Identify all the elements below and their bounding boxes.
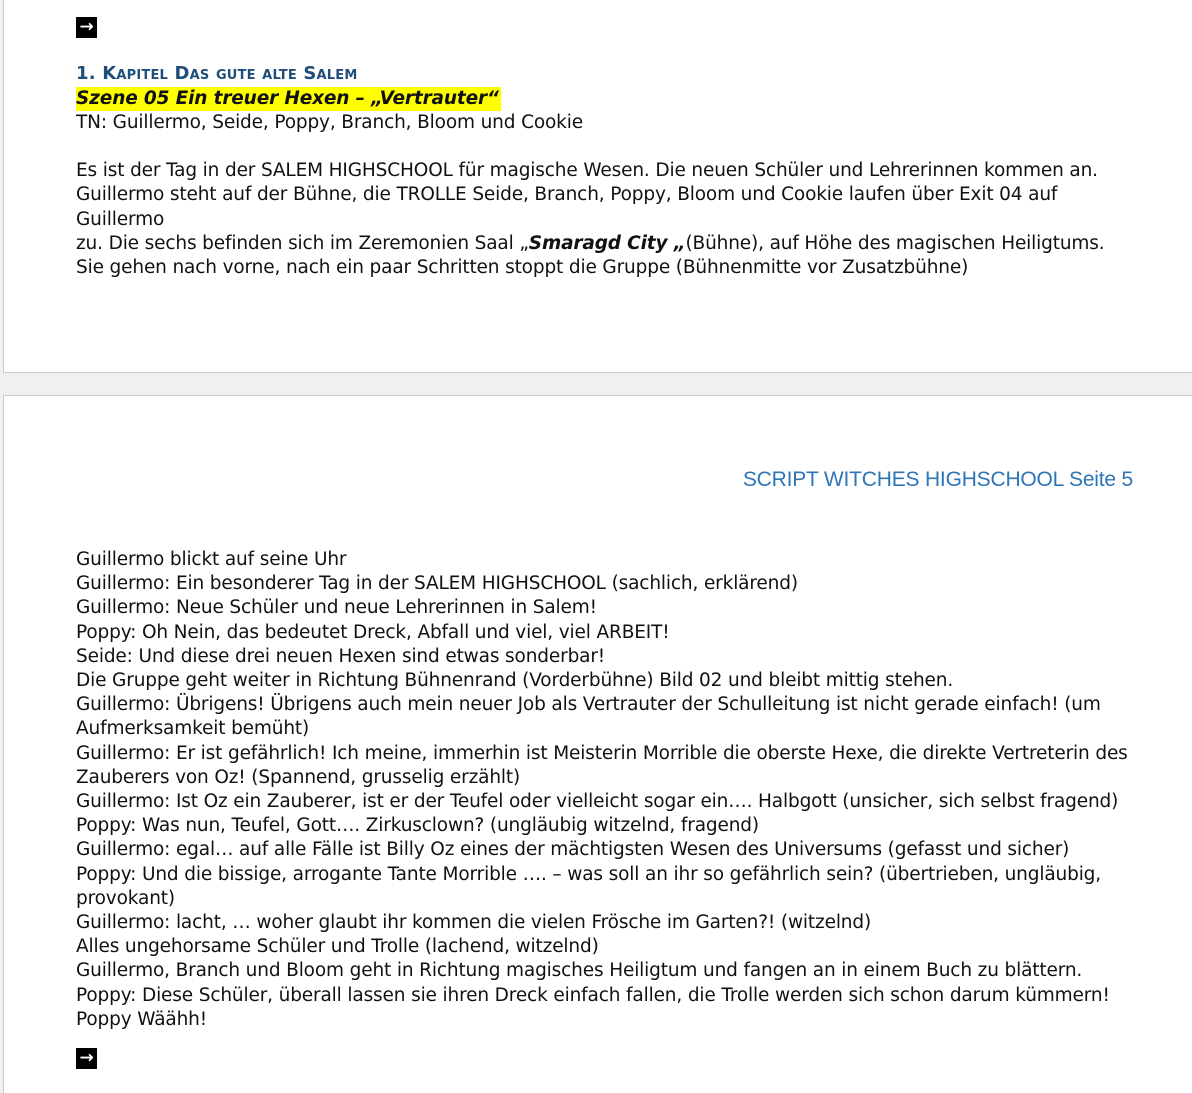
paragraph-line: Es ist der Tag in der SALEM HIGHSCHOOL für magische Wesen. Die neuen Schüler und Lehrerinnen kommen an. xyxy=(76,160,1098,182)
script-line: Die Gruppe geht weiter in Richtung Bühnenrand (Vorderbühne) Bild 02 und bleibt mittig stehen. xyxy=(76,670,954,692)
script-line: Guillermo: Ist Oz ein Zauberer, ist er der Teufel oder vielleicht sogar ein…. Halbgott (unsicher, sich selbst fragend) xyxy=(76,791,1119,813)
document-page-bottom xyxy=(3,395,1192,1093)
script-line: Seide: Und diese drei neuen Hexen sind etwas sonderbar! xyxy=(76,645,606,667)
script-line: Guillermo: Ein besonderer Tag in der SALEM HIGHSCHOOL (sachlich, erklärend) xyxy=(76,573,798,595)
script-line: Guillermo: Neue Schüler und neue Lehrerinnen in Salem! xyxy=(76,597,597,619)
script-line: Guillermo: egal… auf alle Fälle ist Billy Oz eines der mächtigsten Wesen des Universums (gefasst und sicher) xyxy=(76,839,1070,861)
paragraph-line: Sie gehen nach vorne, nach ein paar Schritten stoppt die Gruppe (Bühnenmitte vor Zusatzbühne) xyxy=(76,257,969,278)
script-line: Guillermo: Übrigens! Übrigens auch mein neuer Job als Vertrauter der Schulleitung ist nicht gerade einfach! (um Aufmerksamkeit bemüht) xyxy=(76,694,1101,740)
arrow-right-icon: → xyxy=(76,17,97,38)
chapter-heading: 1. Kapitel Das gute alte Salem xyxy=(76,63,358,85)
scene-title: Szene 05 Ein treuer Hexen – „Vertrauter“ xyxy=(76,87,501,111)
page-top-content xyxy=(76,15,1136,280)
script-line: Guillermo: lacht, … woher glaubt ihr kommen die vielen Frösche im Garten?! (witzelnd) xyxy=(76,912,872,934)
document-page-top xyxy=(3,0,1192,373)
participants-line: TN: Guillermo, Seide, Poppy, Branch, Bloom und Cookie xyxy=(76,111,583,133)
script-line: Poppy: Diese Schüler, überall lassen sie ihren Dreck einfach fallen, die Trolle werden sich schon darum kümmern! xyxy=(76,984,1110,1006)
paragraph-line: zu. Die sechs befinden sich im Zeremonien Saal „Smaragd City „(Bühne), auf Höhe des magischen Heiligtums. xyxy=(76,232,1105,254)
script-line: Poppy: Und die bissige, arrogante Tante Morrible …. – was soll an ihr so gefährlich sein? (übertrieben, ungläubig, provokant) xyxy=(76,863,1102,909)
script-line: Guillermo blickt auf seine Uhr xyxy=(76,549,347,570)
script-line: Poppy: Oh Nein, das bedeutet Dreck, Abfall und viel, viel ARBEIT! xyxy=(76,621,670,643)
page-header: SCRIPT WITCHES HIGHSCHOOL Seite 5 xyxy=(742,468,1133,491)
script-line: Poppy Wäähh! xyxy=(76,1008,207,1030)
script-line: Alles ungehorsame Schüler und Trolle (lachend, witzelnd) xyxy=(76,936,599,958)
script-body xyxy=(76,548,1136,1070)
paragraph-line: Guillermo steht auf der Bühne, die TROLLE Seide, Branch, Poppy, Bloom und Cookie laufen über Exit 04 auf Guillermo xyxy=(76,184,1058,230)
script-line: Poppy: Was nun, Teufel, Gott…. Zirkusclown? (ungläubig witzelnd, fragend) xyxy=(76,815,759,837)
script-line: Guillermo, Branch und Bloom geht in Richtung magisches Heiligtum und fangen an in einem Buch zu blättern. xyxy=(76,960,1083,982)
script-line: Guillermo: Er ist gefährlich! Ich meine, immerhin ist Meisterin Morrible die oberste Hexe, die direkte Vertreterin des Zauberers von Oz! (Spannend, grusselig erzählt) xyxy=(76,742,1128,788)
arrow-right-icon: → xyxy=(76,1048,97,1069)
